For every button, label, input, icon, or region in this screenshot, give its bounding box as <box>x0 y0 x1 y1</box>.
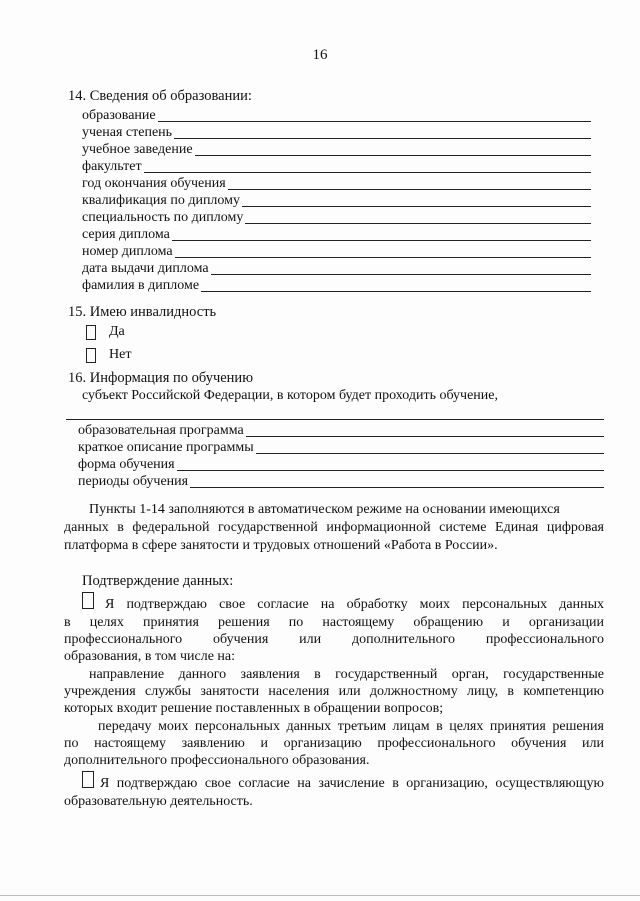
field-input-line[interactable] <box>172 228 591 241</box>
field-input-line[interactable] <box>174 126 591 139</box>
checkbox-icon[interactable] <box>86 325 96 340</box>
consent-item-line: учреждения службы занятости населения или должностному лицу, в компетенцию <box>64 684 604 699</box>
field-qualification[interactable] <box>82 192 591 209</box>
field-input-line[interactable] <box>245 211 591 224</box>
field-input-line[interactable] <box>190 475 604 488</box>
field-input-line[interactable] <box>195 143 591 156</box>
field-input-line[interactable] <box>201 279 591 292</box>
field-label: краткое описание программы <box>78 440 254 455</box>
field-label: год окончания обучения <box>82 176 226 191</box>
consent-text-line: профессионального обучения или дополнительного профессионального <box>64 632 604 647</box>
disability-option-no[interactable] <box>86 347 131 363</box>
consent-text-line: Я подтверждаю свое согласие на обработку моих персональных данных <box>105 597 604 612</box>
field-input-line[interactable] <box>246 424 604 437</box>
section-16-title: 16. Информация по обучению <box>68 370 254 386</box>
field-specialty[interactable] <box>82 209 591 226</box>
field-diploma-number[interactable] <box>82 243 591 260</box>
field-label: серия диплома <box>82 227 170 242</box>
field-label: специальность по диплому <box>82 210 244 225</box>
field-label: образовательная программа <box>78 423 244 438</box>
subject-input-line[interactable] <box>66 419 604 420</box>
field-study-form[interactable] <box>78 456 604 473</box>
field-input-line[interactable] <box>256 441 604 454</box>
field-label: номер диплома <box>82 244 173 259</box>
page-number: 16 <box>312 47 328 63</box>
consent-item-line: по настоящему заявлению и организацию профессионального обучения или <box>64 736 604 751</box>
consent-text-line: образовательную деятельность. <box>64 794 253 809</box>
auto-fill-note-line: платформа в сфере занятости и трудовых отношений «Работа в России». <box>64 538 498 553</box>
field-label: ученая степень <box>82 125 173 140</box>
section-15-title: 15. Имею инвалидность <box>68 304 217 320</box>
field-program[interactable] <box>78 422 604 439</box>
field-degree[interactable] <box>82 124 591 141</box>
field-program-description[interactable] <box>78 439 604 456</box>
consent-processing-checkbox[interactable] <box>82 592 94 609</box>
field-label: образование <box>82 108 156 123</box>
field-input-line[interactable] <box>242 194 591 207</box>
consent-item-line: которых входит решение поставленных в обращении вопросов; <box>64 701 444 716</box>
field-input-line[interactable] <box>211 262 591 275</box>
confirmation-title: Подтверждение данных: <box>82 573 234 589</box>
consent-text-line: в целях принятия решения по настоящему обращению и организации <box>64 615 604 630</box>
field-input-line[interactable] <box>177 458 604 471</box>
consent-enrollment-checkbox[interactable] <box>82 771 94 788</box>
field-diploma-surname[interactable] <box>82 277 591 294</box>
consent-item-line: дополнительного профессионального образования. <box>64 753 370 768</box>
subject-label: субъект Российской Федерации, в котором будет проходить обучение, <box>82 388 498 403</box>
field-diploma-series[interactable] <box>82 226 591 243</box>
field-input-line[interactable] <box>144 160 591 173</box>
option-label: Да <box>109 324 125 339</box>
option-label: Нет <box>109 347 132 362</box>
field-education[interactable] <box>82 107 591 124</box>
field-label: дата выдачи диплома <box>82 261 209 276</box>
page-bottom-edge <box>0 895 640 896</box>
consent-item-line: передачу моих персональных данных третьим лицам в целях принятия решения <box>98 719 604 734</box>
field-input-line[interactable] <box>228 177 591 190</box>
field-diploma-date[interactable] <box>82 260 591 277</box>
field-label: квалификация по диплому <box>82 193 241 208</box>
checkbox-icon[interactable] <box>86 348 96 363</box>
field-label: форма обучения <box>78 457 175 472</box>
field-label: факультет <box>82 159 142 174</box>
field-faculty[interactable] <box>82 158 591 175</box>
consent-text-line: Я подтверждаю свое согласие на зачисление в организацию, осуществляющую <box>100 776 604 791</box>
field-institution[interactable] <box>82 141 591 158</box>
disability-option-yes[interactable] <box>86 324 125 340</box>
consent-text-line: образования, в том числе на: <box>64 649 236 664</box>
auto-fill-note-line: данных в федеральной государственной информационной системе Единая цифровая <box>64 520 604 535</box>
consent-item-line: направление данного заявления в государственный орган, государственные <box>89 667 604 682</box>
auto-fill-note-line: Пункты 1-14 заполняются в автоматическом режиме на основании имеющихся <box>89 502 560 517</box>
field-graduation-year[interactable] <box>82 175 591 192</box>
section-14-title: 14. Сведения об образовании: <box>68 88 252 104</box>
field-input-line[interactable] <box>175 245 591 258</box>
field-label: периоды обучения <box>78 474 189 489</box>
field-study-periods[interactable] <box>78 473 604 490</box>
field-input-line[interactable] <box>158 109 591 122</box>
field-label: фамилия в дипломе <box>82 278 200 293</box>
field-label: учебное заведение <box>82 142 193 157</box>
